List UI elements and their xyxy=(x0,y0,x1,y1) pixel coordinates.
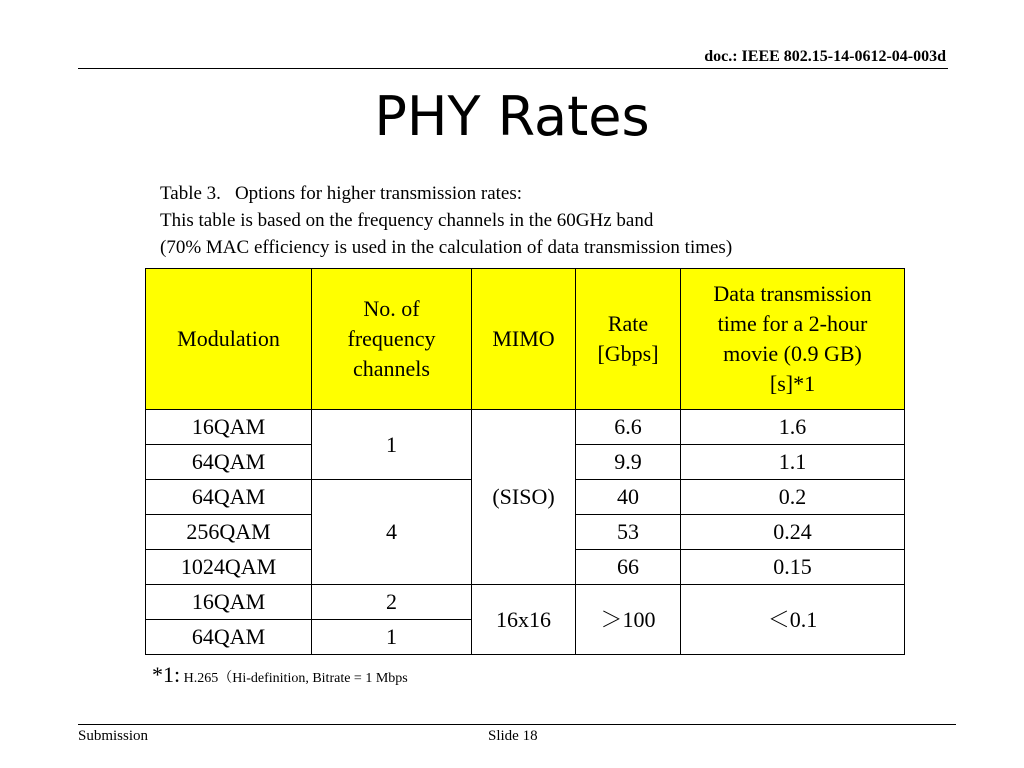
caption-line-2: This table is based on the frequency channels in the 60GHz band xyxy=(160,210,654,231)
footer-submission: Submission xyxy=(78,728,149,744)
cell-time: 1.1 xyxy=(681,445,905,480)
cell-modulation: 16QAM xyxy=(146,410,312,445)
header-modulation: Modulation xyxy=(146,269,312,410)
header-mimo: MIMO xyxy=(472,269,576,410)
cell-mimo: (SISO) xyxy=(472,410,576,585)
cell-time: ＜0.1 xyxy=(681,585,905,655)
cell-time: 1.6 xyxy=(681,410,905,445)
cell-modulation: 256QAM xyxy=(146,515,312,550)
cell-rate: 9.9 xyxy=(576,445,681,480)
slide-number: Slide 18 xyxy=(488,728,538,744)
header-transmission-time: Data transmission time for a 2-hour movie (0.9 GB) [s]*1 xyxy=(681,269,905,410)
phy-rates-table xyxy=(145,268,905,655)
table-caption xyxy=(160,180,732,261)
footnote-marker: *1: xyxy=(152,662,181,687)
caption-title: Options for higher transmission rates: xyxy=(234,183,523,204)
cell-channels: 2 xyxy=(312,585,472,620)
cell-modulation: 64QAM xyxy=(146,480,312,515)
caption-line-1 xyxy=(160,180,732,207)
cell-channels: 1 xyxy=(312,410,472,480)
cell-time: 0.2 xyxy=(681,480,905,515)
cell-modulation: 16QAM xyxy=(146,585,312,620)
cell-rate: 6.6 xyxy=(576,410,681,445)
header-divider xyxy=(78,68,948,69)
document-id: doc.: IEEE 802.15-14-0612-04-003d xyxy=(704,48,946,65)
cell-mimo: 16x16 xyxy=(472,585,576,655)
cell-rate: 66 xyxy=(576,550,681,585)
caption-line-3: (70% MAC efficiency is used in the calculation of data transmission times) xyxy=(160,237,733,258)
cell-time: 0.24 xyxy=(681,515,905,550)
cell-channels: 1 xyxy=(312,620,472,655)
footnote xyxy=(152,662,408,688)
header-channels: No. of frequency channels xyxy=(312,269,472,410)
slide-title: PHY Rates xyxy=(374,85,650,148)
cell-rate: ＞100 xyxy=(576,585,681,655)
cell-time: 0.15 xyxy=(681,550,905,585)
table-row xyxy=(146,585,905,620)
cell-rate: 40 xyxy=(576,480,681,515)
footer-divider xyxy=(78,724,956,725)
table-header-row xyxy=(146,269,905,410)
cell-modulation: 64QAM xyxy=(146,620,312,655)
cell-rate: 53 xyxy=(576,515,681,550)
footnote-text: H.265（Hi-definition, Bitrate = 1 Mbps xyxy=(180,671,408,686)
cell-channels: 4 xyxy=(312,480,472,585)
header-rate: Rate [Gbps] xyxy=(576,269,681,410)
table-row xyxy=(146,410,905,445)
cell-modulation: 64QAM xyxy=(146,445,312,480)
table-label: Table 3. xyxy=(160,183,221,204)
cell-modulation: 1024QAM xyxy=(146,550,312,585)
